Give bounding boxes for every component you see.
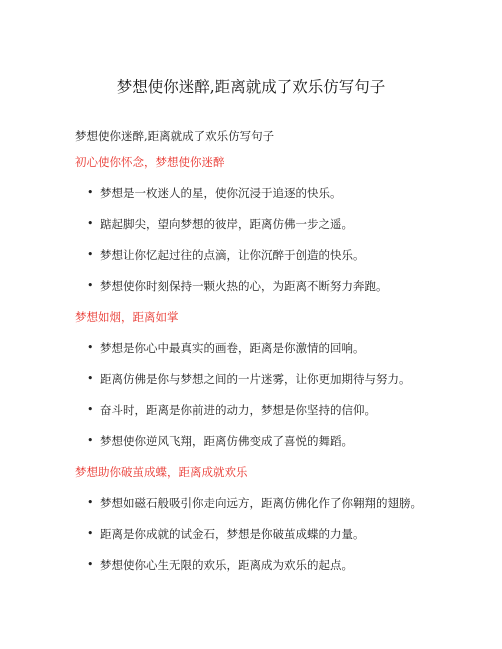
bullet-icon: • [87,248,94,261]
bullet-icon: • [87,434,94,447]
bullet-icon: • [87,341,94,354]
section-heading: 梦想如烟，距离如掌 [75,310,179,324]
document-title: 梦想使你迷醉,距离就成了欢乐仿写句子 [116,78,386,96]
bullet-icon: • [87,372,94,385]
bullet-icon: • [87,217,94,230]
list-item-text: 梦想是你心中最真实的画卷，距离是你激情的回响。 [100,341,365,355]
bullet-icon: • [87,403,94,416]
list-item-text: 梦想使你心生无限的欢乐，距离成为欢乐的起点。 [100,558,353,572]
bullet-icon: • [87,186,94,199]
list-item-text: 距离是你成就的试金石，梦想是你破茧成蝶的力量。 [100,527,365,541]
list-item-text: 踮起脚尖，望向梦想的彼岸，距离仿佛一步之遥。 [100,217,353,231]
section-heading: 初心使你怀念，梦想使你迷醉 [75,155,225,169]
list-item-text: 梦想如磁石般吸引你走向远方，距离仿佛化作了你翱翔的翅膀。 [100,496,422,510]
list-item-text: 梦想是一枚迷人的星，使你沉浸于追逐的快乐。 [100,186,342,200]
list-item-text: 梦想使你时刻保持一颗火热的心，为距离不断努力奔跑。 [100,279,388,293]
intro-line: 梦想使你迷醉,距离就成了欢乐仿写句子 [75,129,275,143]
list-item-text: 距离仿佛是你与梦想之间的一片迷雾，让你更加期待与努力。 [100,372,411,386]
section-heading: 梦想助你破茧成蝶，距离成就欢乐 [75,465,248,479]
bullet-icon: • [87,279,94,292]
list-item-text: 梦想使你逆风飞翔，距离仿佛变成了喜悦的舞蹈。 [100,434,353,448]
bullet-icon: • [87,527,94,540]
list-item-text: 奋斗时，距离是你前进的动力，梦想是你坚持的信仰。 [100,403,376,417]
bullet-icon: • [87,496,94,509]
bullet-icon: • [87,558,94,571]
list-item-text: 梦想让你忆起过往的点滴，让你沉醉于创造的快乐。 [100,248,365,262]
